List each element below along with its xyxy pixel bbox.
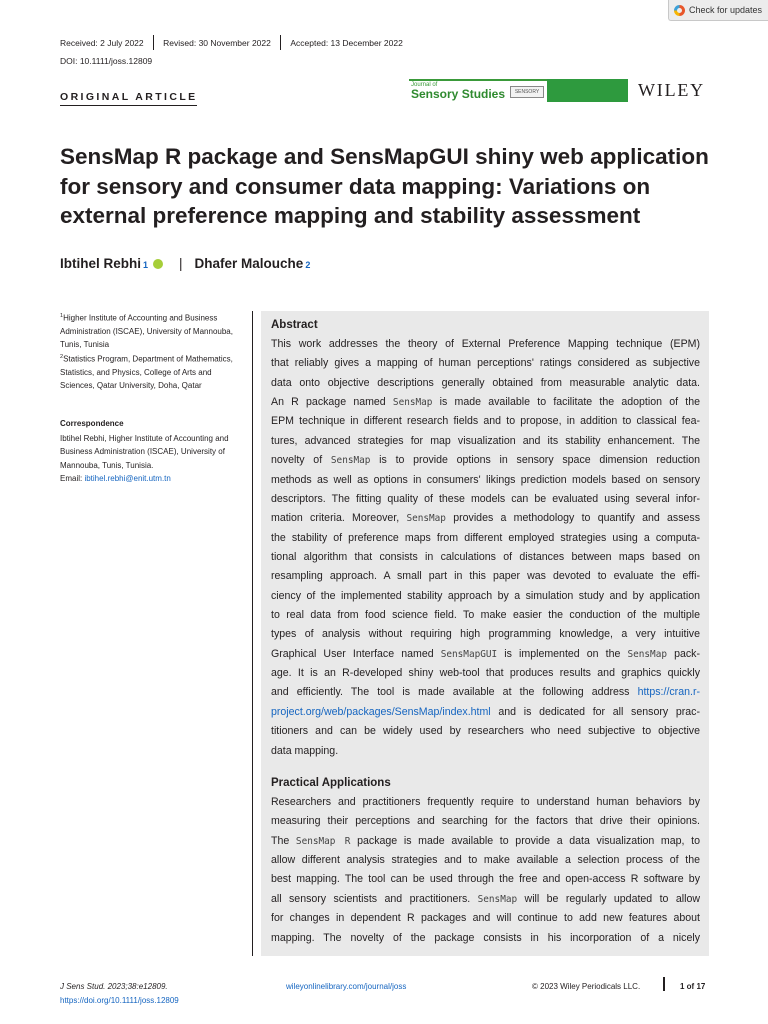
journal-logo-band	[547, 79, 628, 102]
abstract-heading: Abstract	[271, 319, 318, 331]
text-run: methods as well as options in consumers' likings prediction models based on sensory	[271, 473, 700, 486]
email-label: Email:	[60, 474, 85, 484]
received-date: Received: 2 July 2022	[60, 38, 144, 48]
text-run: measuring their perceptions and searching for the factors that drive their opinions.	[271, 815, 700, 828]
text-run: is made available to facilitate the adoption of the	[432, 396, 700, 409]
text-line	[271, 703, 700, 722]
text-run: will be regularly updated to allow	[517, 892, 700, 905]
text-run: tures, advanced strategies for map visualization and its stability enhancement. The	[271, 434, 700, 447]
correspondence-heading: Correspondence	[60, 419, 124, 428]
text-run: The	[271, 834, 296, 847]
author-affiliation-mark[interactable]: 2	[305, 260, 311, 270]
url-link[interactable]: project.org/web/packages/SensMap/index.html	[271, 705, 491, 718]
text-line	[271, 722, 700, 741]
text-line	[271, 432, 700, 451]
journal-url-link[interactable]: wileyonlinelibrary.com/journal/joss	[286, 982, 407, 991]
text-line	[271, 870, 700, 889]
text-run: data mapping.	[271, 744, 339, 757]
text-run: age. It is an R-developed shiny web-tool that produces results and graphics quickly	[271, 667, 700, 680]
code-term: SensMap	[330, 455, 371, 467]
text-line	[271, 890, 700, 909]
text-line	[271, 645, 700, 664]
text-line	[271, 606, 700, 625]
revised-date: Revised: 30 November 2022	[163, 38, 271, 48]
author-separator: |	[179, 256, 183, 271]
text-run: data onto objective descriptions generally obtained from measurable analytic data.	[271, 376, 700, 389]
copyright-notice: © 2023 Wiley Periodicals LLC.	[532, 982, 641, 991]
text-line	[271, 529, 700, 548]
author-name[interactable]: Ibtihel Rebhi	[60, 256, 141, 271]
code-term: SensMap	[406, 513, 446, 525]
text-run: package is made available to provide a data visualization map, to	[350, 834, 700, 847]
affiliation	[60, 310, 240, 351]
text-line	[271, 909, 700, 928]
text-line	[271, 742, 700, 761]
text-line	[271, 393, 700, 412]
text-line	[271, 412, 700, 431]
article-doi: DOI: 10.1111/joss.12809	[60, 56, 153, 66]
url-link[interactable]: https://cran.r-	[637, 686, 700, 699]
check-for-updates-button[interactable]	[668, 0, 768, 21]
text-run: Researchers and practitioners frequently require to understand human behaviors by	[271, 796, 700, 808]
text-line	[271, 471, 700, 490]
affiliation-text: Statistics Program, Department of Mathematics, Statistics, and Physics, College of Arts and Sciences, Qatar University, Doha, Qatar	[60, 354, 233, 390]
text-run: An R package named	[271, 396, 393, 409]
text-line	[271, 851, 700, 870]
practical-applications-heading: Practical Applications	[271, 777, 391, 789]
code-term: SensMap	[477, 893, 518, 905]
correspondence-body	[60, 432, 240, 486]
affiliation-number: 2	[60, 354, 64, 360]
text-run: and efficiently. The tool is made available at the following address	[271, 686, 638, 699]
text-line	[271, 664, 700, 683]
text-line	[271, 335, 700, 354]
text-run: titioners and can be widely used by researchers who need subjective to objective	[271, 725, 700, 738]
text-run: to real data from food science field. To make easier the conduction of the multiple	[271, 609, 700, 622]
article-type-underline	[60, 105, 197, 106]
abstract-text	[271, 335, 700, 761]
doi-link[interactable]: https://doi.org/10.1111/joss.12809	[60, 995, 179, 1005]
text-run: is implemented on the	[497, 647, 628, 660]
text-line	[271, 832, 700, 851]
text-line	[271, 374, 700, 393]
text-run: for changes in dependent R packages and will continue to add new features about	[271, 912, 700, 925]
text-run: tional algorithm that consists in calculations of distances between maps based on	[271, 550, 700, 563]
affiliation-number: 1	[60, 313, 64, 319]
text-run: best mapping. The tool can be used through the free and open-access R software by	[271, 873, 700, 886]
text-line	[271, 683, 700, 702]
text-run: provides a methodology to quantify and assess	[445, 512, 700, 525]
text-run: Graphical User Interface named	[271, 647, 441, 660]
text-run: resampling approach. A small part in this paper was devoted to evaluate the effi-	[271, 570, 700, 583]
text-line	[271, 451, 700, 470]
code-term: SensMap	[392, 397, 433, 409]
text-run: types of analysis without requiring high programming knowledge, a very intuitive	[271, 628, 700, 641]
article-dates	[60, 38, 412, 50]
text-run: that reliably gives a mapping of human perceptions' ratings considered as subjective	[271, 357, 700, 370]
check-for-updates-label: Check for updates	[689, 5, 763, 15]
text-run: mation criteria. Moreover,	[271, 512, 407, 525]
text-line	[271, 812, 700, 831]
journal-cover-icon: SENSORY	[510, 86, 544, 98]
journal-of-label: Journal of	[411, 82, 438, 88]
citation-text: J Sens Stud. 2023;38:e12809.	[60, 982, 168, 991]
journal-logo	[409, 79, 628, 102]
text-line	[271, 567, 700, 586]
email-link[interactable]: ibtihel.rebhi@enit.utm.tn	[84, 474, 171, 484]
text-line	[271, 625, 700, 644]
text-run: This work addresses the theory of External Preference Mapping technique (EPM)	[271, 338, 700, 350]
page-number: 1 of 17	[680, 982, 706, 991]
text-line	[271, 929, 700, 948]
text-run: the stability of preference maps from different employed strategies using a computa-	[271, 531, 700, 544]
affiliation-text: Higher Institute of Accounting and Business Administration (ISCAE), University of Mannouba, Tunis, Tunisia	[60, 313, 233, 349]
text-run: allow different analysis strategies and to make available a selection process of the	[271, 854, 700, 867]
abstract-rule	[252, 311, 253, 956]
article-title: SensMap R package and SensMapGUI shiny web application for sensory and consumer data mapping: Variations on external preference mapping and stability assessment	[60, 144, 709, 228]
practical-applications-text	[271, 793, 700, 948]
text-line	[271, 548, 700, 567]
author-name[interactable]: Dhafer Malouche	[194, 256, 304, 271]
text-run: descriptors. The fitting quality of these models can be evaluated using several infor-	[271, 492, 700, 505]
text-run: mapping. The novelty of the package consists in his incorporation of a nicely	[271, 931, 700, 944]
code-term: SensMapGUI	[440, 648, 498, 660]
text-run: novelty of	[271, 454, 331, 467]
text-line	[271, 490, 700, 509]
divider	[663, 977, 665, 991]
text-line	[271, 793, 700, 812]
text-run: ciency of the implemented stability approach by a simulation study and by application	[271, 589, 700, 602]
text-run: and is dedicated for all sensory prac-	[490, 705, 700, 718]
text-run: all sensory scientists and practitioners.	[271, 892, 478, 905]
orcid-icon[interactable]	[153, 259, 163, 269]
article-type: ORIGINAL ARTICLE	[60, 91, 198, 103]
code-term: SensMap	[627, 648, 667, 660]
crossmark-icon	[674, 5, 685, 16]
text-run: pack-	[667, 647, 701, 660]
code-term: SensMap R	[295, 835, 351, 847]
text-line	[271, 587, 700, 606]
author-list	[60, 256, 310, 271]
affiliation	[60, 351, 240, 392]
footer-citation	[60, 980, 179, 1007]
text-run: EPM technique in different research fields and to propose, in addition to classical fea-	[271, 415, 700, 428]
correspondence-text: Ibtihel Rebhi, Higher Institute of Accounting and Business Administration (ISCAE), University of Mannouba, Tunis, Tunisia.	[60, 434, 229, 470]
publisher-logo: WILEY	[638, 80, 705, 100]
text-run: is to provide options in sensory space dimension reduction	[370, 454, 701, 467]
text-line	[271, 354, 700, 373]
author-affiliation-mark[interactable]: 1	[143, 260, 149, 270]
text-line	[271, 509, 700, 528]
journal-name: Sensory Studies	[411, 87, 506, 101]
accepted-date: Accepted: 13 December 2022	[290, 38, 403, 48]
